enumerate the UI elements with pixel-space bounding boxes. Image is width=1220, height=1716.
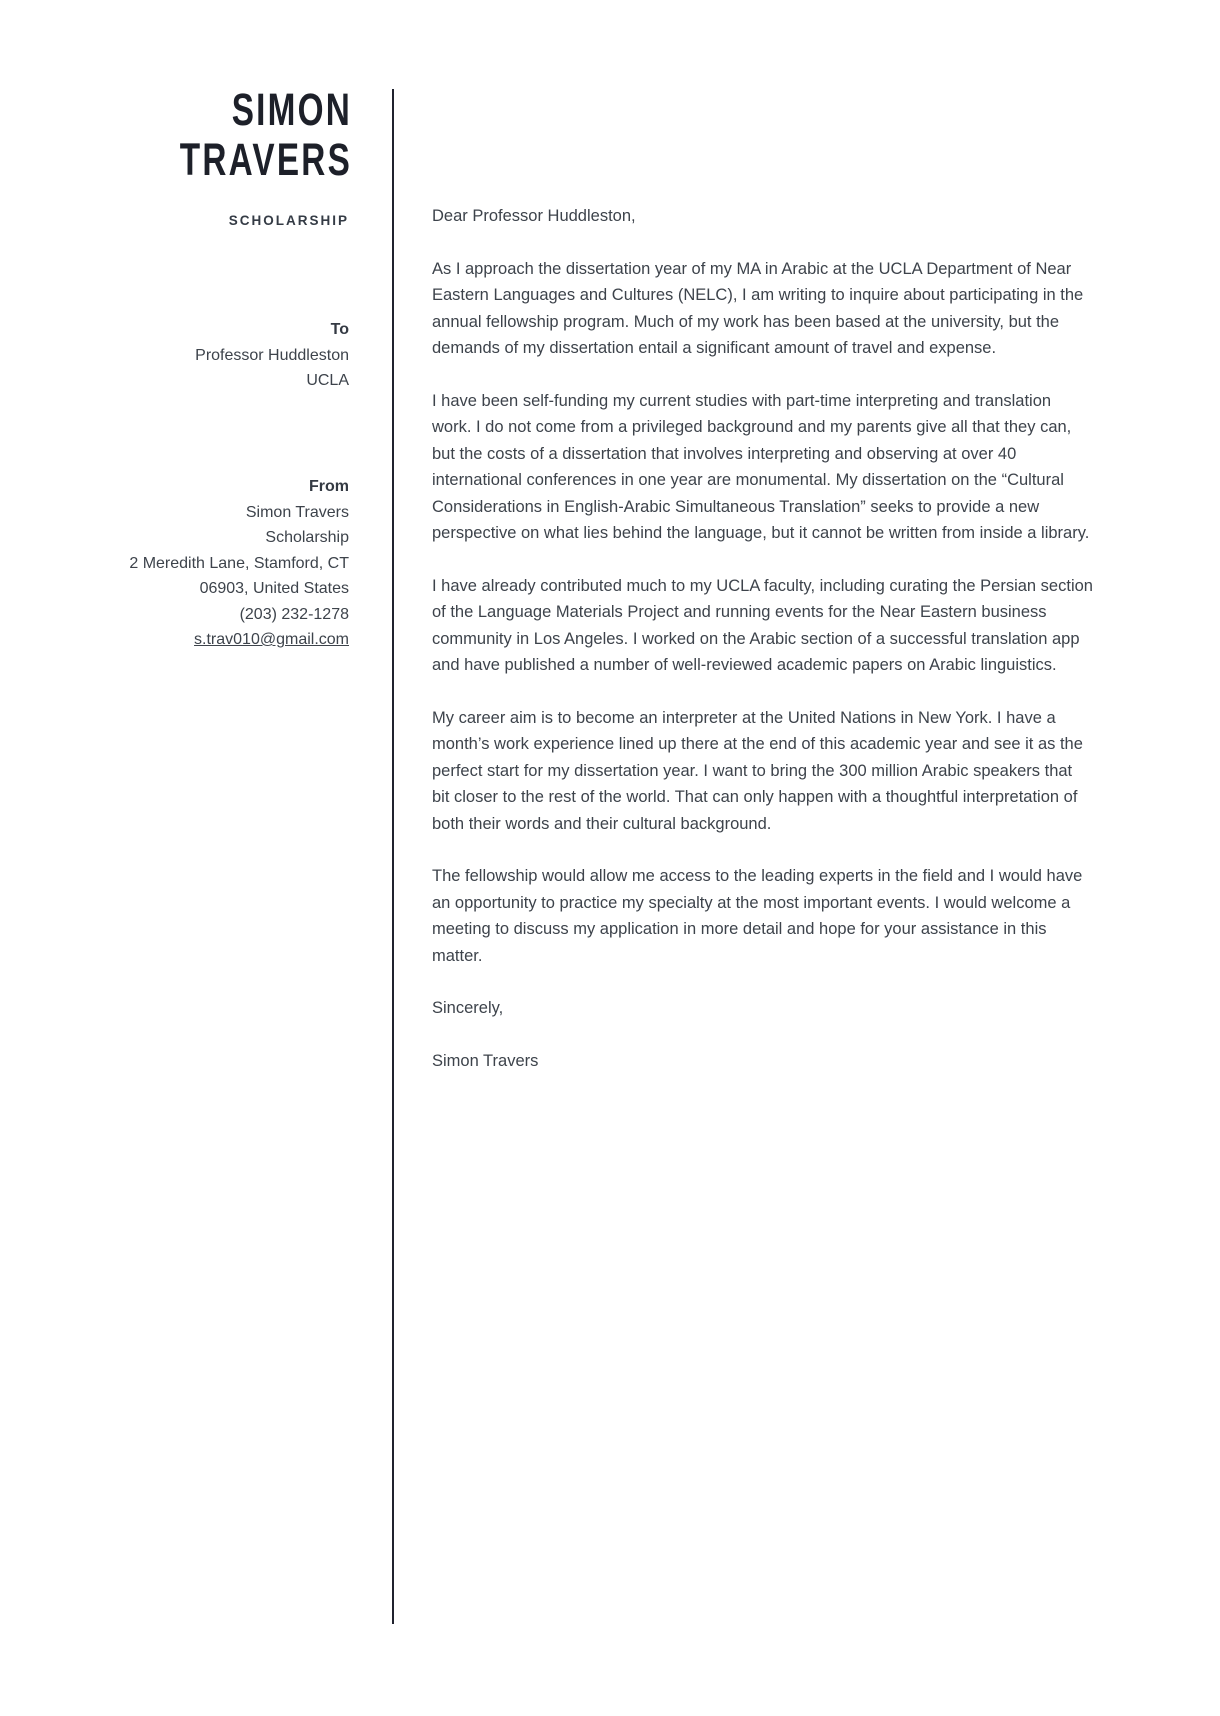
applicant-first-name: SIMON: [231, 84, 352, 135]
recipient-name: Professor Huddleston: [195, 346, 349, 364]
signature: Simon Travers: [432, 1051, 539, 1070]
sender-title: Scholarship: [265, 529, 349, 546]
applicant-last-name: TRAVERS: [179, 134, 352, 185]
letter-body: [432, 203, 1094, 1100]
vertical-divider: [392, 89, 394, 1624]
letter-paragraph: As I approach the dissertation year of my MA in Arabic at the UCLA Department of Near Eastern Languages and Cultures (NELC), I am writing to inquire about participating in the annual fellowship program. Much of my work has been based at the university, but the demands of my dissertation entail a significant amount of travel and expense.: [432, 259, 1084, 357]
sender-name: Simon Travers: [245, 503, 349, 521]
letter-paragraph: I have already contributed much to my UCLA faculty, including curating the Persian section of the Language Materials Project and running events for the Near Eastern business community in Los Angeles. I worked on the Arabic section of a successful translation app and have published a number of well-reviewed academic papers on Arabic linguistics.: [432, 576, 1093, 674]
closing: Sincerely,: [432, 999, 504, 1017]
letter-paragraph: My career aim is to become an interpreter at the United Nations in New York. I have a month’s work experience lined up there at the end of this academic year and see it as the perfect start for my dissertation year. I want to bring the 300 million Arabic speakers that bit closer to the rest of the world. That can only happen with a thoughtful interpretation of both their words and their cultural background.: [432, 708, 1083, 833]
to-label: To: [330, 321, 349, 338]
sender-phone: (203) 232-1278: [239, 605, 349, 623]
sender-email-link[interactable]: s.trav010@gmail.com: [194, 631, 349, 648]
letter-paragraph: The fellowship would allow me access to the leading experts in the field and I would have an opportunity to practice my specialty at the most important events. I would welcome a meeting to discuss my application in more detail and hope for your assistance in this matter.: [432, 867, 1083, 965]
recipient-block: [0, 317, 349, 394]
sender-address-line1: 2 Meredith Lane, Stamford, CT: [129, 554, 349, 572]
sender-block: [0, 474, 349, 653]
letter-paragraph: I have been self-funding my current studies with part-time interpreting and translation work. I do not come from a privileged background and my parents give all that they can, but the costs of a dissertation that involves interpreting and observing at over 40 international conferences in one year are monumental. My dissertation on the “Cultural Considerations in English-Arabic Simultaneous Translation” seeks to provide a new perspective on what lies behind the language, but it cannot be written from inside a library.: [432, 391, 1090, 542]
sender-address-line2: 06903, United States: [199, 580, 349, 597]
document-type-label: SCHOLARSHIP: [228, 213, 349, 228]
salutation: Dear Professor Huddleston,: [432, 207, 636, 225]
recipient-organization: UCLA: [306, 372, 349, 389]
applicant-name: [0, 84, 352, 185]
from-label: From: [309, 478, 349, 495]
